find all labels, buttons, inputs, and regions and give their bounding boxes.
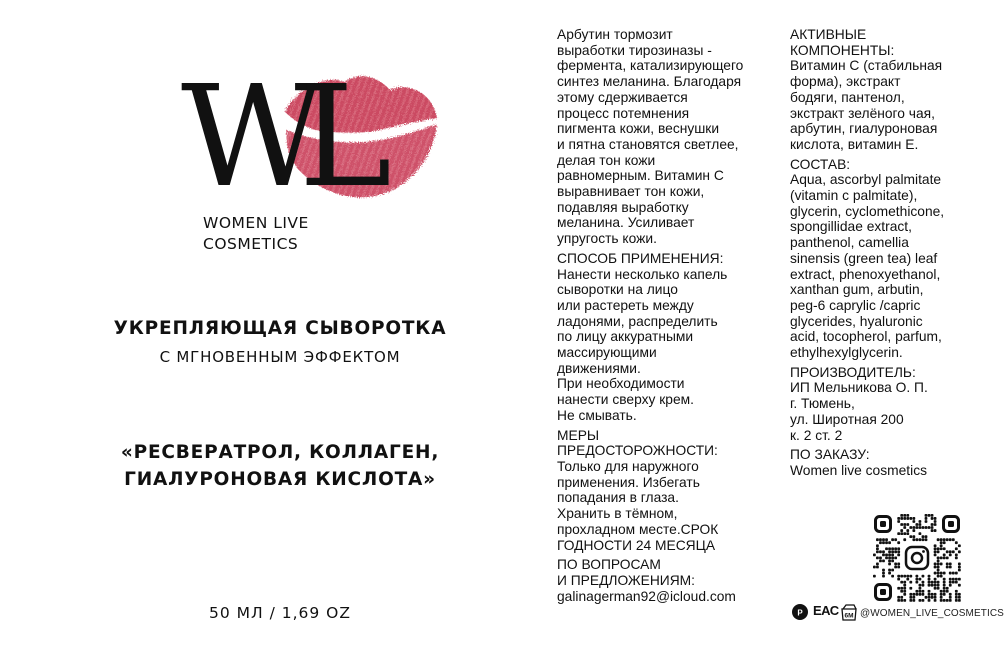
composition-line: sinensis (green tea) leaf (790, 250, 938, 266)
description-line: подавляя выработку (557, 199, 689, 215)
usage-line: по лицу аккуратными (557, 329, 694, 345)
instagram-handle[interactable]: @WOMEN_LIVE_COSMETICS (860, 608, 1004, 619)
composition-heading: СОСТАВ: (790, 156, 851, 172)
description-line: пигмента кожи, веснушки (557, 121, 720, 137)
brand-name-line-1: WOMEN LIVE (203, 214, 309, 232)
eac-mark: ЕАС (813, 603, 839, 618)
brand-name-line-2: COSMETICS (203, 235, 299, 253)
composition-section (790, 157, 995, 361)
manufacturer-line: г. Тюмень, (790, 396, 855, 412)
description-line: Арбутин тормозит (557, 27, 673, 42)
period-after-opening-icon (839, 602, 859, 622)
active-components-line: арбутин, гиалуроновая (790, 121, 938, 137)
usage-line: Не смывать. (557, 407, 637, 423)
precautions-line: Хранить в тёмном, (557, 506, 678, 522)
active-components-line: экстракт зелёного чая, (790, 105, 935, 121)
contact-email[interactable]: galinagerman92@icloud.com (557, 588, 736, 604)
key-ingredients-title-line-2: ГИАЛУРОНОВАЯ КИСЛОТА» (124, 469, 436, 490)
precautions-line: Только для наружного (557, 458, 699, 474)
composition-line: spongillidae extract, (790, 219, 912, 235)
usage-line: движениями. (557, 360, 641, 376)
order-section (790, 447, 995, 478)
description-line: процесс потемнения (557, 105, 690, 121)
description-line: выравнивает тон кожи, (557, 184, 705, 200)
product-subtitle: С МГНОВЕННЫМ ЭФФЕКТОМ (159, 348, 401, 366)
order-value: Women live cosmetics (790, 462, 927, 478)
description-line: синтез меланина. Благодаря (557, 74, 742, 90)
usage-heading: СПОСОБ ПРИМЕНЕНИЯ: (557, 250, 724, 266)
product-volume: 50 МЛ / 1,69 OZ (208, 604, 351, 622)
composition-line: acid, tocopherol, parfum, (790, 329, 942, 345)
active-components-line: кислота, витамин Е. (790, 136, 919, 152)
description-line: упругость кожи. (557, 231, 657, 247)
qr-code-icon[interactable] (873, 514, 961, 602)
contacts-heading: И ПРЕДЛОЖЕНИЯМ: (557, 572, 696, 588)
active-components-line: Витамин С (стабильная (790, 58, 943, 74)
composition-line: panthenol, camellia (790, 235, 909, 251)
description-line: равномерным. Витамин С (557, 168, 724, 184)
active-components-heading: КОМПОНЕНТЫ: (790, 42, 895, 58)
brand-logo (175, 56, 455, 260)
usage-line: нанести сверху крем. (557, 392, 694, 408)
composition-line: extract, phenoxyethanol, (790, 266, 941, 282)
svg-text:Р: Р (797, 608, 803, 618)
key-ingredients-title-line-1: «РЕСВЕРАТРОЛ, КОЛЛАГЕН, (120, 442, 440, 463)
precautions-line: прохладном месте.СРОК (557, 521, 719, 537)
composition-line: (vitamin c palmitate), (790, 188, 918, 204)
active-components-heading: АКТИВНЫЕ (790, 27, 867, 42)
product-title: УКРЕПЛЯЮЩАЯ СЫВОРОТКА (113, 318, 447, 339)
usage-line: сыворотки на лицо (557, 282, 678, 298)
active-components-line: форма), экстракт (790, 74, 901, 90)
certification-badges (791, 602, 1004, 624)
usage-line: При необходимости (557, 376, 685, 392)
contacts-heading: ПО ВОПРОСАМ (557, 557, 661, 573)
rst-certification-icon (791, 603, 809, 621)
description-section (557, 27, 782, 247)
instagram-icon (903, 544, 931, 572)
usage-line: или растереть между (557, 297, 694, 313)
composition-line: ethylhexylglycerin. (790, 345, 903, 361)
manufacturer-line: к. 2 ст. 2 (790, 427, 843, 443)
composition-line: Aqua, ascorbyl palmitate (790, 172, 942, 188)
order-heading: ПО ЗАКАЗУ: (790, 447, 870, 463)
description-line: делая тон кожи (557, 152, 656, 168)
usage-line: массирующими (557, 345, 657, 361)
manufacturer-section (790, 365, 995, 444)
usage-line: ладонями, распределить (557, 313, 718, 329)
composition-line: glycerin, cyclomethicone, (790, 203, 945, 219)
description-line: этому сдерживается (557, 89, 688, 105)
manufacturer-line: ИП Мельникова О. П. (790, 380, 928, 396)
contacts-section (557, 557, 782, 604)
precautions-heading: ПРЕДОСТОРОЖНОСТИ: (557, 443, 718, 459)
composition-line: peg-6 caprylic /capric (790, 297, 921, 313)
description-line: фермента, катализирующего (557, 58, 744, 74)
precautions-line: попадания в глаза. (557, 490, 679, 506)
precautions-line: ГОДНОСТИ 24 МЕСЯЦА (557, 537, 716, 553)
usage-line: Нанести несколько капель (557, 266, 728, 282)
info-column-middle (557, 27, 782, 604)
manufacturer-heading: ПРОИЗВОДИТЕЛЬ: (790, 364, 916, 380)
svg-text:6M: 6M (844, 612, 854, 620)
description-line: и пятна становятся светлее, (557, 136, 739, 152)
active-components-line: бодяги, пантенол, (790, 89, 905, 105)
usage-section (557, 251, 782, 424)
brand-monogram: WL (181, 56, 366, 219)
precautions-heading: МЕРЫ (557, 427, 600, 443)
precautions-section (557, 428, 782, 554)
description-line: выработки тирозиназы - (557, 42, 712, 58)
manufacturer-line: ул. Широтная 200 (790, 411, 904, 427)
info-column-right (790, 27, 995, 479)
active-components-section (790, 27, 995, 153)
composition-line: xanthan gum, arbutin, (790, 282, 924, 298)
precautions-line: применения. Избегать (557, 474, 700, 490)
composition-line: glycerides, hyaluronic (790, 313, 923, 329)
description-line: меланина. Усиливает (557, 215, 695, 231)
